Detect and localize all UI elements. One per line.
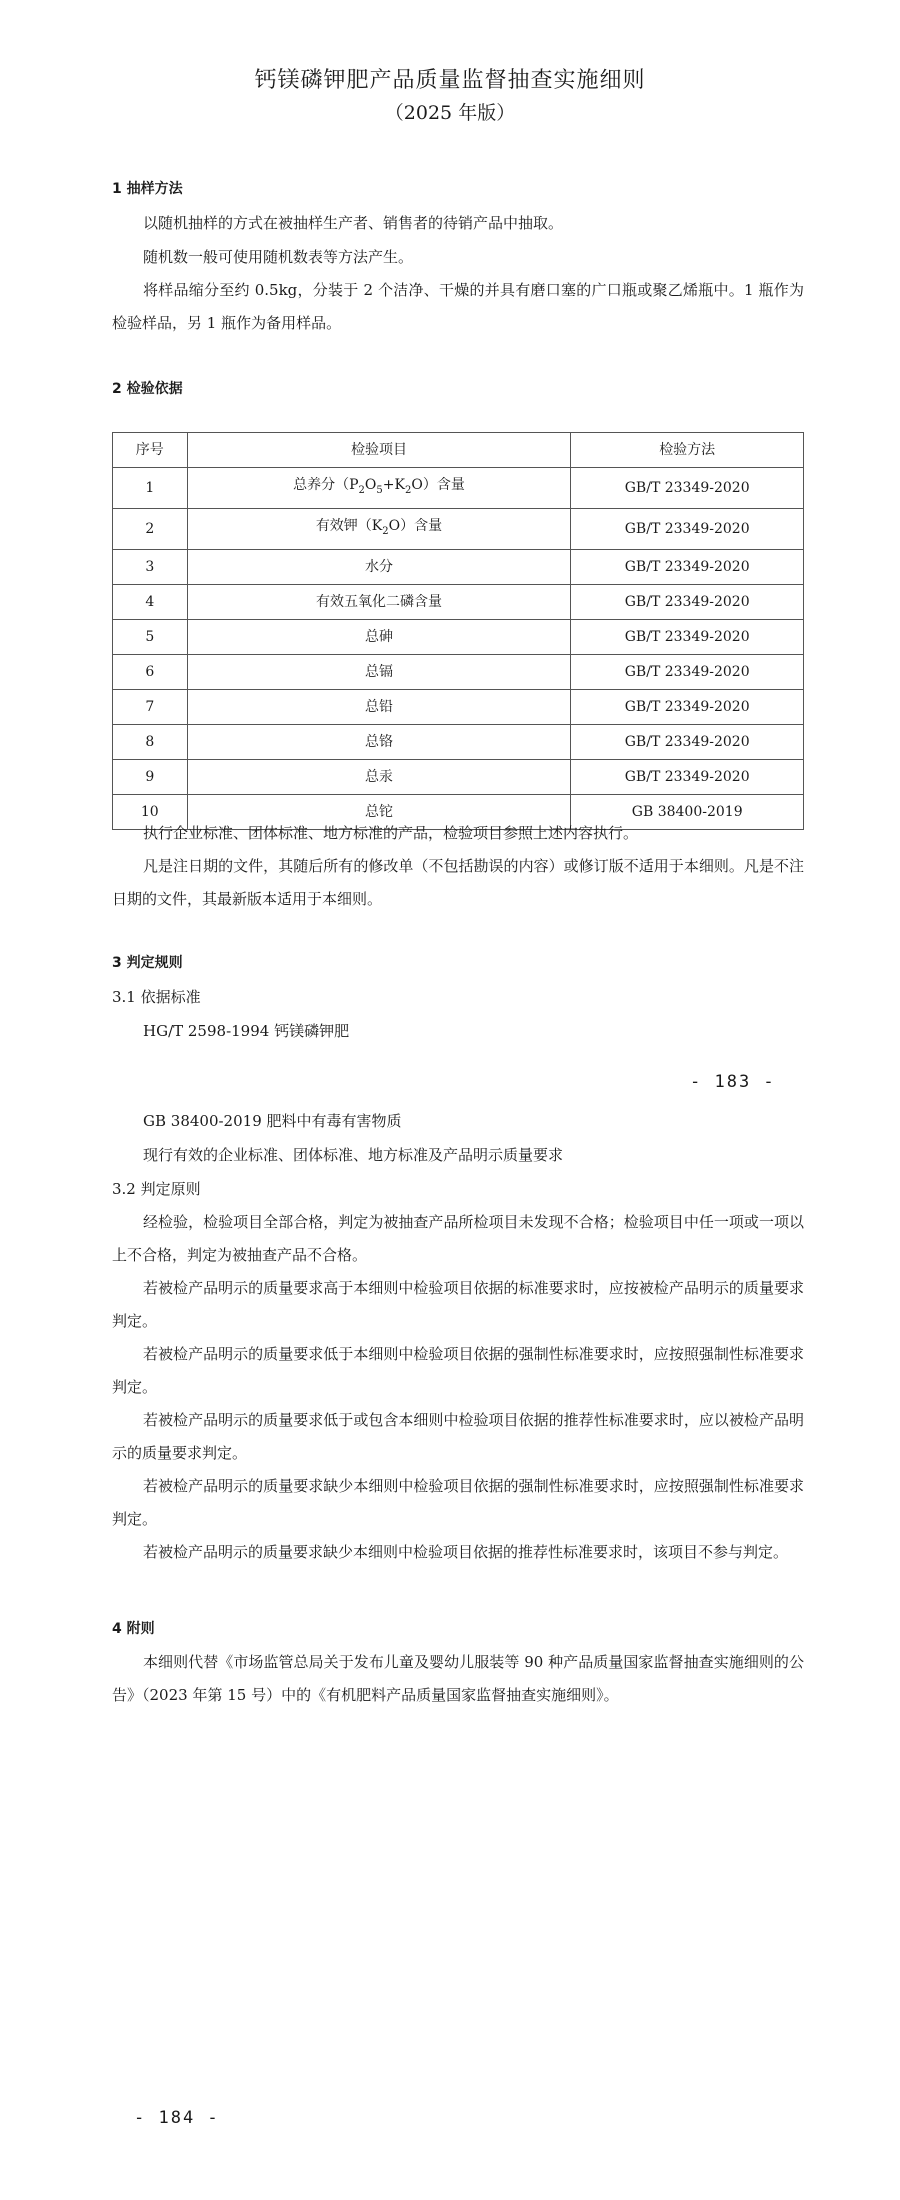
section-3-paragraph-2: 若被检产品明示的质量要求高于本细则中检验项目依据的标准要求时，应按被检产品明示的质量要求判定。 bbox=[112, 1279, 804, 1330]
section-2-heading: 2 检验依据 bbox=[112, 381, 183, 397]
section-3-paragraph-4: 若被检产品明示的质量要求低于或包含本细则中检验项目依据的推荐性标准要求时，应以被检产品明示的质量要求判定。 bbox=[112, 1411, 804, 1462]
section-3-paragraph-3: 若被检产品明示的质量要求低于本细则中检验项目依据的强制性标准要求时，应按照强制性标准要求判定。 bbox=[112, 1345, 804, 1396]
section-1 bbox=[112, 172, 804, 340]
page-number-middle: - 183 - bbox=[690, 1072, 776, 1092]
section-4-paragraph-1: 本细则代替《市场监管总局关于发布儿童及婴幼儿服装等 90 种产品质量国家监督抽查实施细则的公告》（2023 年第 15 号）中的《有机肥料产品质量国家监督抽查实施细则》。 bbox=[112, 1653, 804, 1704]
document-title: 钙镁磷钾肥产品质量监督抽查实施细则 bbox=[254, 68, 646, 93]
table-row bbox=[113, 654, 804, 689]
header-no: 序号 bbox=[113, 433, 188, 468]
cell-no: 4 bbox=[113, 584, 188, 619]
title-block bbox=[0, 64, 900, 128]
header-item: 检验项目 bbox=[187, 433, 571, 468]
table-row bbox=[113, 584, 804, 619]
cell-method: GB/T 23349-2020 bbox=[571, 724, 804, 759]
table-row bbox=[113, 689, 804, 724]
section-3-heading: 3 判定规则 bbox=[112, 955, 183, 971]
cell-method: GB/T 23349-2020 bbox=[571, 508, 804, 549]
cell-item: 有效五氧化二磷含量 bbox=[187, 584, 571, 619]
cell-no: 10 bbox=[113, 794, 188, 829]
cell-item: 总镉 bbox=[187, 654, 571, 689]
cell-no: 7 bbox=[113, 689, 188, 724]
section-3-body bbox=[112, 1104, 804, 1569]
document-subtitle: （2025 年版） bbox=[384, 102, 516, 124]
cell-no: 8 bbox=[113, 724, 188, 759]
table-row bbox=[113, 549, 804, 584]
page-number-bottom: - 184 - bbox=[134, 2108, 220, 2128]
cell-no: 2 bbox=[113, 508, 188, 549]
section-1-heading: 1 抽样方法 bbox=[112, 181, 183, 197]
section-2 bbox=[112, 372, 804, 406]
standard-item: GB 38400-2019 肥料中有毒有害物质 bbox=[143, 1112, 402, 1130]
standard-item: HG/T 2598-1994 钙镁磷钾肥 bbox=[143, 1022, 350, 1040]
cell-item: 总汞 bbox=[187, 759, 571, 794]
table-row bbox=[113, 619, 804, 654]
section-4-heading: 4 附则 bbox=[112, 1621, 155, 1637]
cell-method: GB/T 23349-2020 bbox=[571, 654, 804, 689]
cell-no: 1 bbox=[113, 468, 188, 509]
inspection-table-wrapper bbox=[112, 432, 804, 830]
section-3-paragraph-1: 经检验，检验项目全部合格，判定为被抽查产品所检项目未发现不合格；检验项目中任一项或一项以上不合格，判定为被抽查产品不合格。 bbox=[112, 1213, 804, 1264]
cell-method: GB/T 23349-2020 bbox=[571, 468, 804, 509]
cell-no: 3 bbox=[113, 549, 188, 584]
section-3-top bbox=[112, 946, 804, 1048]
section-3-2-heading: 3.2 判定原则 bbox=[112, 1180, 201, 1198]
cell-item: 有效钾$(K_2O)$含量 bbox=[187, 508, 571, 549]
section-4 bbox=[112, 1612, 804, 1712]
cell-method: GB/T 23349-2020 bbox=[571, 619, 804, 654]
section-2-paragraph-2: 凡是注日期的文件，其随后所有的修改单（不包括勘误的内容）或修订版不适用于本细则。凡是不注日期的文件，其最新版本适用于本细则。 bbox=[112, 857, 804, 908]
cell-item: 总铅 bbox=[187, 689, 571, 724]
section-2-paragraph-1: 执行企业标准、团体标准、地方标准的产品，检验项目参照上述内容执行。 bbox=[143, 824, 639, 842]
section-3-1-heading: 3.1 依据标准 bbox=[112, 988, 201, 1006]
table-row bbox=[113, 508, 804, 549]
cell-item: 总铬 bbox=[187, 724, 571, 759]
section-1-paragraph-1: 以随机抽样的方式在被抽样生产者、销售者的待销产品中抽取。 bbox=[143, 214, 564, 232]
header-method: 检验方法 bbox=[571, 433, 804, 468]
standard-item: 现行有效的企业标准、团体标准、地方标准及产品明示质量要求 bbox=[143, 1146, 564, 1164]
section-3-paragraph-5: 若被检产品明示的质量要求缺少本细则中检验项目依据的强制性标准要求时，应按照强制性标准要求判定。 bbox=[112, 1477, 804, 1528]
section-1-paragraph-2: 随机数一般可使用随机数表等方法产生。 bbox=[143, 248, 414, 266]
cell-method: GB/T 23349-2020 bbox=[571, 584, 804, 619]
cell-item: 水分 bbox=[187, 549, 571, 584]
cell-method: GB 38400-2019 bbox=[571, 794, 804, 829]
cell-no: 5 bbox=[113, 619, 188, 654]
cell-method: GB/T 23349-2020 bbox=[571, 689, 804, 724]
section-1-paragraph-3: 将样品缩分至约 0.5kg，分装于 2 个洁净、干燥的并具有磨口塞的广口瓶或聚乙烯瓶中。1 瓶作为检验样品，另 1 瓶作为备用样品。 bbox=[112, 281, 804, 332]
inspection-table bbox=[112, 432, 804, 830]
cell-no: 9 bbox=[113, 759, 188, 794]
cell-item: 总砷 bbox=[187, 619, 571, 654]
cell-item: 总铊 bbox=[187, 794, 571, 829]
table-row bbox=[113, 724, 804, 759]
cell-method: GB/T 23349-2020 bbox=[571, 759, 804, 794]
table-row bbox=[113, 759, 804, 794]
section-3-paragraph-6: 若被检产品明示的质量要求缺少本细则中检验项目依据的推荐性标准要求时，该项目不参与判定。 bbox=[143, 1543, 789, 1561]
cell-method: GB/T 23349-2020 bbox=[571, 549, 804, 584]
section-2-notes bbox=[112, 816, 804, 916]
table-row bbox=[113, 468, 804, 509]
cell-no: 6 bbox=[113, 654, 188, 689]
cell-item: 总养分$(P_2O_5+K_2O)$含量 bbox=[187, 468, 571, 509]
table-header-row bbox=[113, 433, 804, 468]
